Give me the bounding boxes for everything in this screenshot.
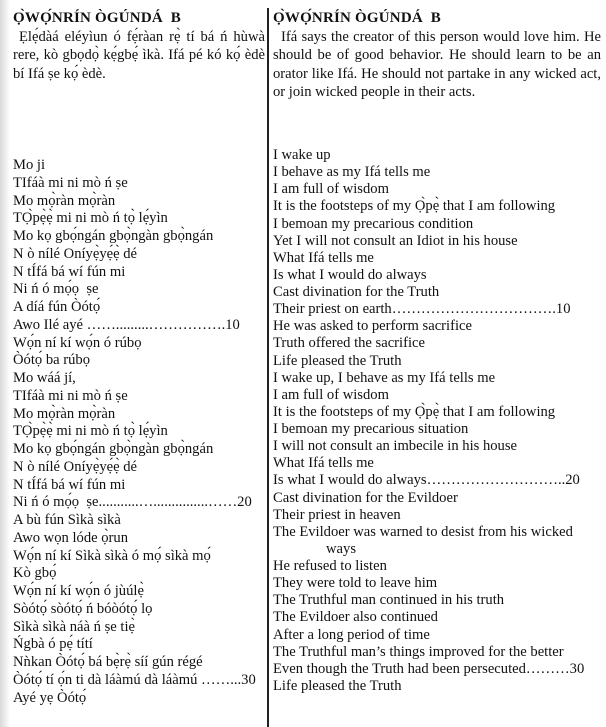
verse-line: Their priest in heaven: [273, 506, 401, 523]
verse-line: It is the footsteps of my Ọ̀pẹ̀ that I am following: [273, 403, 556, 420]
verse-line: I am full of wisdom: [273, 386, 389, 403]
verse-line: Awo wọn lóde ọ̀run: [13, 529, 128, 546]
verse-line: TỌ̀pẹ̀ẹ̀ mi ni mò ń tọ̀ lẹ́yìn: [13, 210, 168, 227]
verse-line: Truth offered the sacrifice: [273, 335, 425, 352]
verse-line: Òótọ́ ba rúbọ: [13, 352, 91, 369]
yoruba-column: [13, 9, 265, 706]
verse-line: A díá fún Òótọ́: [13, 299, 101, 315]
verse-line: I wake up, I behave as my Ifá tells me: [273, 369, 496, 386]
page-edge-shadow: [0, 0, 10, 727]
verse-line: Mo wáá jí,: [13, 370, 76, 386]
verse-line: I am full of wisdom: [273, 181, 389, 198]
verse-line: N ò nílé Oníyẹ̀yẹ́ẹ̀ dé: [13, 245, 138, 262]
verse-line: Ni ń ó mọ́ọ ṣe...........…...............……20: [13, 494, 252, 511]
verse-line: He was asked to perform sacrifice: [273, 318, 472, 335]
verse-line: The Truthful man continued in his truth: [273, 592, 505, 609]
verse-line: Cast divination for the Truth: [273, 284, 440, 300]
english-intro: Ifá says the creator of this person would love him. He should be of good behavior. He should learn to be an orator like Ifá. He should not partake in any wicked act, or join wicked people in their acts.: [273, 29, 601, 100]
verse-line: The Truthful man’s things improved for the better: [273, 643, 564, 660]
verse-line: He refused to listen: [273, 558, 387, 574]
verse-line: I behave as my Ifá tells me: [273, 164, 431, 181]
verse-line: The Evildoer also continued: [273, 609, 438, 626]
verse-line: Nǹkan Òótọ́ bá bẹ̀rẹ̀ síí gún régé: [13, 654, 203, 670]
verse-line: Life pleased the Truth: [273, 352, 402, 369]
verse-line: Ńgbà ó pẹ́ títí: [13, 636, 93, 653]
verse-line: Wọ́n ní kí wọ́n ó rúbọ: [13, 334, 142, 351]
verse-line: ways: [326, 540, 356, 557]
verse-line: Òótọ́ tí ọ́n ti dà láàmú dà láàmú ……...30: [13, 671, 256, 688]
verse-line: Ayé yẹ Òótọ́: [13, 689, 87, 706]
verse-line: A bù fún Sìkà sìkà: [13, 512, 121, 528]
verse-line: Mo kọ gbọ́ngán gbọ̀ngàn gbọ̀ngán: [13, 228, 214, 244]
verse-line: What Ifá tells me: [273, 249, 374, 266]
verse-line: Kò gbọ́: [13, 565, 57, 582]
verse-line: Wọ́n ní kí wọ́n ó jùúlẹ̀: [13, 583, 144, 599]
verse-line: Mo mọ̀ràn mọ̀ràn: [13, 405, 116, 422]
verse-line: Sìkà sìkà náà ń ṣe tiẹ̀: [13, 618, 135, 635]
verse-line: Sòótọ́ sòótọ́ ń bóòótọ́ lọ: [13, 600, 153, 617]
verse-line: I bemoan my precarious situation: [273, 421, 469, 437]
english-column: [273, 9, 601, 694]
verse-line: The Evildoer was warned to desist from his wicked: [273, 523, 573, 540]
verse-line: What Ifá tells me: [273, 455, 374, 472]
yoruba-verse: [13, 157, 256, 707]
verse-line: They were told to leave him: [273, 575, 438, 592]
verse-line: Is what I would do always………………………..20: [273, 472, 580, 489]
verse-line: Even though the Truth had been persecuted………30: [273, 660, 585, 677]
verse-line: TIfáà mi ni mò ń ṣe: [13, 174, 128, 191]
verse-line: After a long period of time: [273, 626, 430, 643]
verse-line: Life pleased the Truth: [273, 677, 402, 694]
verse-line: Ni ń ó mọ́ọ ṣe: [13, 281, 99, 298]
verse-line: Mo kọ gbọ́ngán gbọ̀ngàn gbọ̀ngán: [13, 441, 214, 457]
yoruba-intro: Ẹlẹ́dàá eléyìun ó fẹ́ràan rẹ̀ tí bá ń hùwà rere, kò gbọdọ̀ kẹ́gbẹ́ ìkà. Ifá pé kó kọ́ èdè bí Ifá ṣe kọ́ èdè.: [13, 29, 265, 82]
verse-line: Mo ji: [13, 157, 46, 173]
english-title: Ọ̀WỌ́NRÍN ÒGÚNDÁ B: [273, 10, 441, 26]
yoruba-title: Ọ̀WỌ́NRÍN ÒGÚNDÁ B: [13, 10, 181, 26]
verse-line: Cast divination for the Evildoer: [273, 489, 458, 506]
verse-line: TIfáà mi ni mò ń ṣe: [13, 387, 128, 404]
verse-line: Mo mọ̀ràn mọ̀ràn: [13, 192, 116, 209]
verse-line: Their priest on earth…………………………….10: [273, 301, 571, 318]
verse-line: It is the footsteps of my Ọ̀pẹ̀ that I am following: [273, 198, 556, 215]
verse-line: N tÍfá bá wí fún mi: [13, 476, 126, 493]
verse-line: Is what I would do always: [273, 266, 427, 283]
verse-line: Awo Ilé ayé …….........…………….10: [13, 316, 240, 333]
verse-line: I will not consult an imbecile in his house: [273, 438, 518, 455]
verse-line: N ò nílé Oníyẹ̀yẹ́ẹ̀ dé: [13, 458, 138, 475]
verse-line: I bemoan my precarious condition: [273, 215, 474, 232]
english-verse: [273, 147, 584, 695]
verse-line: N tÍfá bá wí fún mi: [13, 263, 126, 280]
verse-line: I wake up: [273, 147, 331, 163]
verse-line: Wọ́n ní kí Sìkà sìkà ó mọ́ sìkà mọ́: [13, 547, 211, 564]
verse-line: Yet I will not consult an Idiot in his house: [273, 232, 518, 249]
column-divider: [267, 8, 269, 727]
verse-line: TỌ̀pẹ̀ẹ̀ mi ni mò ń tọ̀ lẹ́yìn: [13, 423, 168, 440]
